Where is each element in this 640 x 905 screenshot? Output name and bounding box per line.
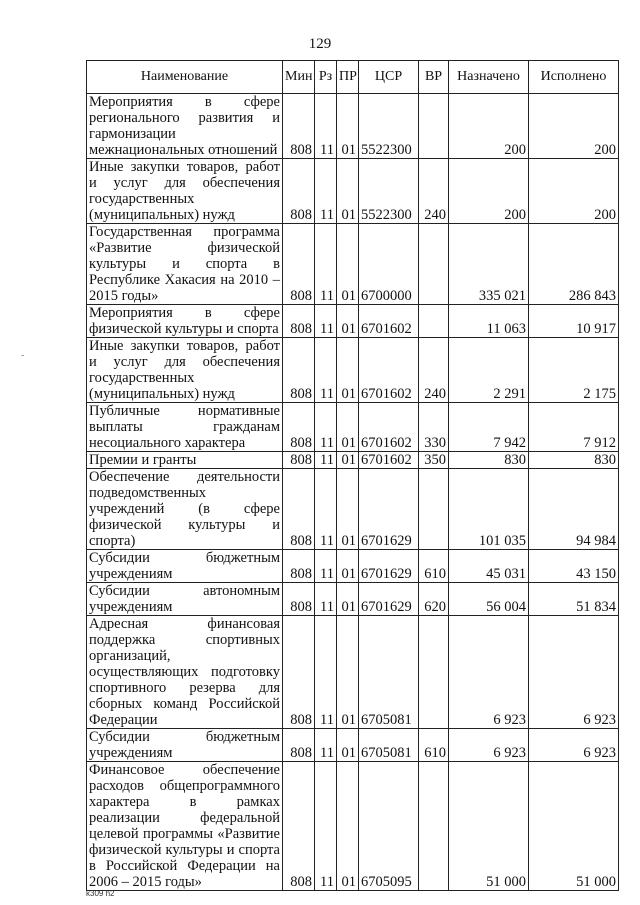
table-row	[87, 305, 619, 338]
cell-vr: 330	[419, 403, 449, 452]
table-row	[87, 729, 619, 762]
cell-pr: 01	[337, 159, 359, 224]
cell-csr: 6701602	[359, 452, 419, 469]
cell-assigned: 200	[449, 159, 529, 224]
footer-code: k309 h2	[86, 889, 115, 898]
cell-rz: 11	[315, 224, 337, 305]
cell-name: Субсидии бюджетным учреждениям	[87, 550, 283, 583]
cell-rz: 11	[315, 452, 337, 469]
cell-executed: 830	[529, 452, 619, 469]
cell-csr: 6700000	[359, 224, 419, 305]
cell-csr: 5522300	[359, 94, 419, 159]
cell-name: Иные закупки товаров, работ и услуг для обеспечения государственных (муниципальных) нужд	[87, 338, 283, 403]
cell-vr	[419, 616, 449, 729]
cell-csr: 6701602	[359, 338, 419, 403]
cell-csr: 6705095	[359, 762, 419, 891]
cell-pr: 01	[337, 469, 359, 550]
cell-assigned: 51 000	[449, 762, 529, 891]
cell-csr: 6701629	[359, 583, 419, 616]
cell-csr: 6701629	[359, 469, 419, 550]
margin-mark: -	[21, 350, 25, 361]
cell-assigned: 830	[449, 452, 529, 469]
cell-assigned: 45 031	[449, 550, 529, 583]
table-row	[87, 338, 619, 403]
header-executed: Исполнено	[529, 61, 619, 94]
cell-assigned: 6 923	[449, 616, 529, 729]
cell-pr: 01	[337, 305, 359, 338]
cell-vr: 610	[419, 550, 449, 583]
cell-executed: 94 984	[529, 469, 619, 550]
cell-min: 808	[283, 94, 315, 159]
cell-vr	[419, 305, 449, 338]
cell-assigned: 200	[449, 94, 529, 159]
cell-name: Премии и гранты	[87, 452, 283, 469]
cell-vr: 610	[419, 729, 449, 762]
cell-assigned: 56 004	[449, 583, 529, 616]
cell-name: Публичные нормативные выплаты гражданам несоциального характера	[87, 403, 283, 452]
cell-min: 808	[283, 159, 315, 224]
cell-executed: 10 917	[529, 305, 619, 338]
cell-name: Иные закупки товаров, работ и услуг для обеспечения государственных (муниципальных) нужд	[87, 159, 283, 224]
cell-name: Мероприятия в сфере регионального развития и гармонизации межнациональных отношений	[87, 94, 283, 159]
cell-executed: 6 923	[529, 616, 619, 729]
cell-executed: 51 000	[529, 762, 619, 891]
cell-executed: 7 912	[529, 403, 619, 452]
cell-executed: 43 150	[529, 550, 619, 583]
cell-name: Мероприятия в сфере физической культуры и спорта	[87, 305, 283, 338]
budget-table	[86, 60, 619, 891]
cell-vr: 240	[419, 338, 449, 403]
cell-pr: 01	[337, 729, 359, 762]
cell-rz: 11	[315, 159, 337, 224]
cell-pr: 01	[337, 94, 359, 159]
header-min: Мин	[283, 61, 315, 94]
cell-csr: 6701602	[359, 403, 419, 452]
table-row	[87, 159, 619, 224]
cell-rz: 11	[315, 729, 337, 762]
cell-executed: 6 923	[529, 729, 619, 762]
cell-min: 808	[283, 305, 315, 338]
cell-min: 808	[283, 403, 315, 452]
header-rz: Рз	[315, 61, 337, 94]
cell-rz: 11	[315, 305, 337, 338]
cell-csr: 6701629	[359, 550, 419, 583]
cell-pr: 01	[337, 550, 359, 583]
table-row	[87, 762, 619, 891]
cell-min: 808	[283, 224, 315, 305]
cell-pr: 01	[337, 583, 359, 616]
cell-name: Субсидии бюджетным учреждениям	[87, 729, 283, 762]
cell-assigned: 335 021	[449, 224, 529, 305]
cell-min: 808	[283, 762, 315, 891]
cell-executed: 2 175	[529, 338, 619, 403]
cell-csr: 6705081	[359, 616, 419, 729]
cell-csr: 5522300	[359, 159, 419, 224]
cell-rz: 11	[315, 338, 337, 403]
cell-min: 808	[283, 729, 315, 762]
cell-executed: 286 843	[529, 224, 619, 305]
cell-rz: 11	[315, 583, 337, 616]
cell-name: Адресная финансовая поддержка спортивных организаций, осуществляющих подготовку спортивного резерва для сборных команд Российской Федерации	[87, 616, 283, 729]
cell-pr: 01	[337, 616, 359, 729]
cell-vr	[419, 224, 449, 305]
cell-pr: 01	[337, 403, 359, 452]
header-assigned: Назначено	[449, 61, 529, 94]
header-name: Наименование	[87, 61, 283, 94]
cell-vr: 350	[419, 452, 449, 469]
cell-min: 808	[283, 469, 315, 550]
cell-vr: 620	[419, 583, 449, 616]
cell-name: Субсидии автономным учреждениям	[87, 583, 283, 616]
cell-executed: 51 834	[529, 583, 619, 616]
cell-assigned: 101 035	[449, 469, 529, 550]
page-number: 129	[308, 36, 332, 52]
header-csr: ЦСР	[359, 61, 419, 94]
cell-rz: 11	[315, 762, 337, 891]
cell-name: Финансовое обеспечение расходов общепрограммного характера в рамках реализации федеральной целевой программы «Развитие физической культуры и спорта в Российской Федерации на 2006 – 2015 годы»	[87, 762, 283, 891]
table-row	[87, 224, 619, 305]
cell-assigned: 6 923	[449, 729, 529, 762]
table-row	[87, 403, 619, 452]
cell-name: Государственная программа «Развитие физической культуры и спорта в Республике Хакасия на 2010 – 2015 годы»	[87, 224, 283, 305]
cell-rz: 11	[315, 469, 337, 550]
cell-executed: 200	[529, 94, 619, 159]
cell-assigned: 7 942	[449, 403, 529, 452]
table-row	[87, 583, 619, 616]
cell-rz: 11	[315, 403, 337, 452]
cell-min: 808	[283, 616, 315, 729]
cell-min: 808	[283, 583, 315, 616]
cell-executed: 200	[529, 159, 619, 224]
cell-pr: 01	[337, 338, 359, 403]
cell-rz: 11	[315, 550, 337, 583]
table-row	[87, 94, 619, 159]
cell-csr: 6705081	[359, 729, 419, 762]
cell-pr: 01	[337, 762, 359, 891]
table-row	[87, 550, 619, 583]
cell-rz: 11	[315, 94, 337, 159]
table-row	[87, 469, 619, 550]
cell-assigned: 11 063	[449, 305, 529, 338]
cell-assigned: 2 291	[449, 338, 529, 403]
cell-pr: 01	[337, 452, 359, 469]
header-vr: ВР	[419, 61, 449, 94]
cell-vr: 240	[419, 159, 449, 224]
table-header-row	[87, 61, 619, 94]
cell-min: 808	[283, 452, 315, 469]
header-pr: ПР	[337, 61, 359, 94]
cell-rz: 11	[315, 616, 337, 729]
cell-csr: 6701602	[359, 305, 419, 338]
cell-min: 808	[283, 550, 315, 583]
cell-vr	[419, 94, 449, 159]
cell-name: Обеспечение деятельности подведомственных учреждений (в сфере физической культуры и спорта)	[87, 469, 283, 550]
cell-vr	[419, 469, 449, 550]
cell-min: 808	[283, 338, 315, 403]
table-row	[87, 452, 619, 469]
cell-vr	[419, 762, 449, 891]
cell-pr: 01	[337, 224, 359, 305]
table-row	[87, 616, 619, 729]
